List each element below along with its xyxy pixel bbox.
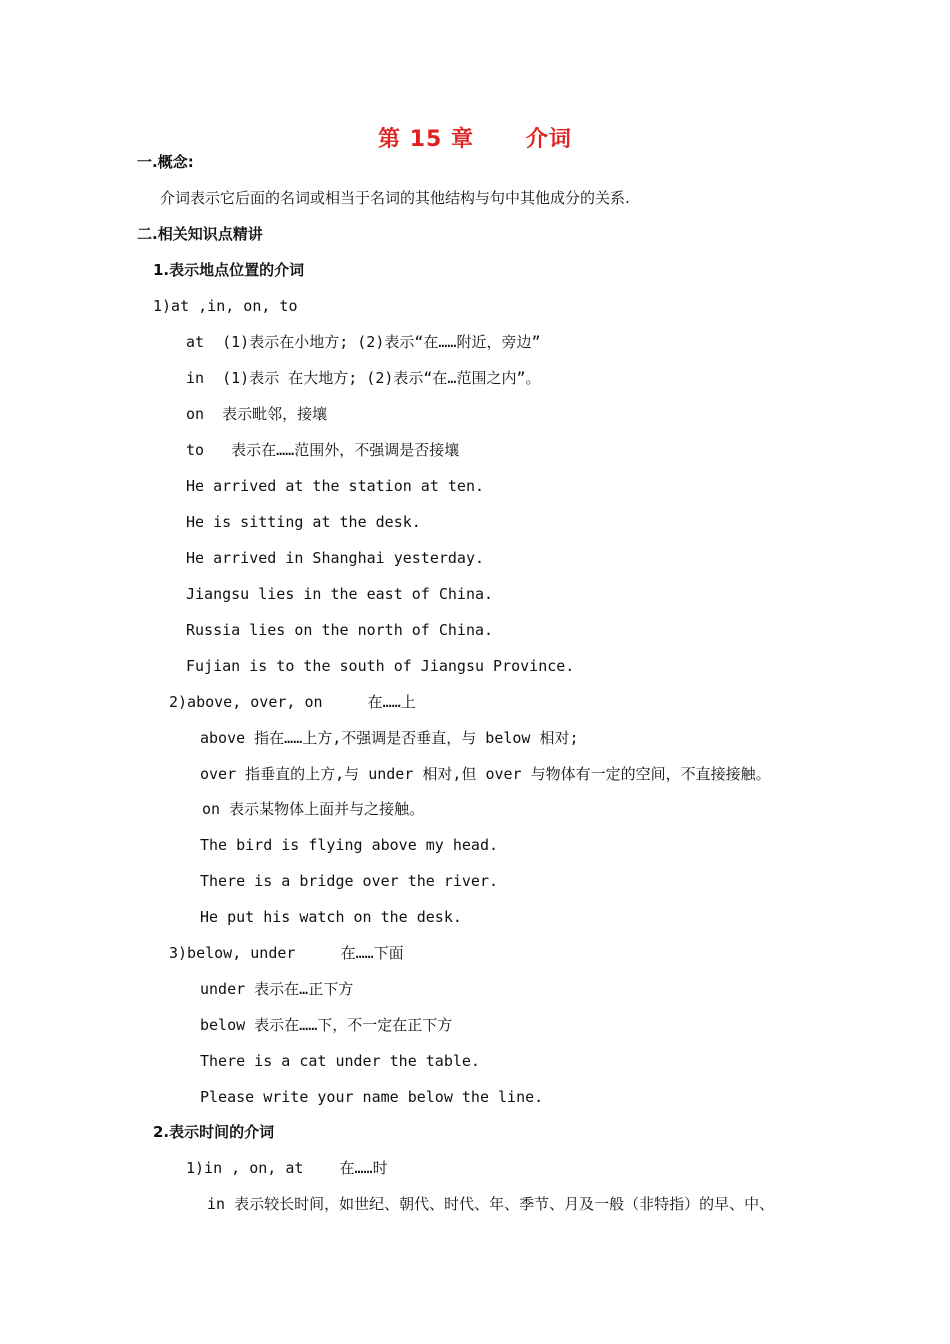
example-sentence: Fujian is to the south of Jiangsu Province.	[186, 657, 575, 675]
section1-text: 介词表示它后面的名词或相当于名词的其他结构与句中其他成分的关系.	[160, 189, 630, 207]
list-item: below 表示在……下，不一定在正下方	[200, 1016, 453, 1034]
list-item: under 表示在…正下方	[200, 980, 354, 998]
example-sentence: Please write your name below the line.	[200, 1088, 544, 1106]
section2-heading: 二.相关知识点精讲	[137, 225, 263, 243]
sub1-p1-label: 1)at ,in, on, to	[153, 297, 298, 315]
example-sentence: There is a cat under the table.	[200, 1052, 480, 1070]
example-sentence: He is sitting at the desk.	[186, 513, 421, 531]
example-sentence: He arrived at the station at ten.	[186, 477, 485, 495]
sub2-p1-label: 1)in , on, at 在……时	[186, 1159, 388, 1177]
section1-heading: 一.概念:	[137, 153, 194, 171]
list-item: above 指在……上方,不强调是否垂直，与 below 相对;	[200, 729, 579, 747]
sub1-p3-label: 3)below, under 在……下面	[169, 944, 404, 962]
list-item: over 指垂直的上方,与 under 相对,但 over 与物体有一定的空间，不直接接触。	[200, 765, 771, 783]
example-sentence: He arrived in Shanghai yesterday.	[186, 549, 485, 567]
list-item: on 表示毗邻，接壤	[186, 405, 328, 423]
list-item: on 表示某物体上面并与之接触。	[202, 800, 425, 818]
example-sentence: The bird is flying above my head.	[200, 836, 499, 854]
example-sentence: Jiangsu lies in the east of China.	[186, 585, 494, 603]
sub2-heading: 2.表示时间的介词	[153, 1123, 275, 1141]
sub1-heading: 1.表示地点位置的介词	[153, 261, 305, 279]
example-sentence: There is a bridge over the river.	[200, 872, 499, 890]
list-item: at (1)表示在小地方; (2)表示“在……附近，旁边”	[186, 333, 541, 351]
example-sentence: Russia lies on the north of China.	[186, 621, 494, 639]
example-sentence: He put his watch on the desk.	[200, 908, 462, 926]
sub2-p1-text: in 表示较长时间，如世纪、朝代、时代、年、季节、月及一般（非特指）的早、中、	[207, 1195, 775, 1213]
chapter-title: 第 15 章 介词	[378, 127, 572, 152]
sub1-p2-label: 2)above, over, on 在……上	[169, 693, 416, 711]
list-item: in (1)表示 在大地方; (2)表示“在…范围之内”。	[186, 369, 541, 387]
list-item: to 表示在……范围外，不强调是否接壤	[186, 441, 460, 459]
